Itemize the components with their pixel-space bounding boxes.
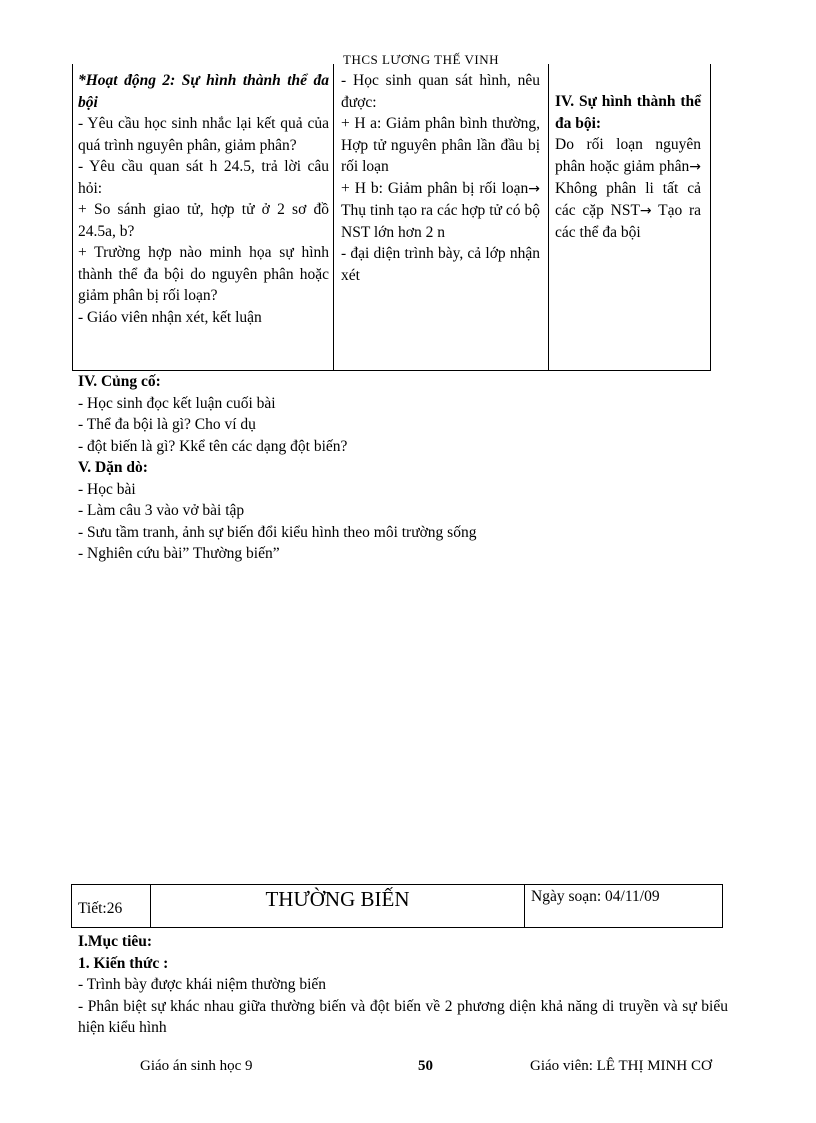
student-line: - Học sinh quan sát hình, nêu được:: [341, 72, 540, 111]
footer-left: Giáo án sinh học 9: [140, 1058, 253, 1074]
lesson-period: Tiết:26: [78, 900, 123, 917]
objectives-section: [78, 931, 728, 1039]
section-title: I.Mục tiêu:: [78, 933, 153, 950]
section-title: IV. Củng cố:: [78, 373, 161, 390]
teacher-line: - Giáo viên nhận xét, kết luận: [78, 308, 262, 326]
student-line: - đại diện trình bày, cả lớp nhận xét: [341, 245, 540, 284]
activity-title: *Hoạt động 2: Sự hình thành thể đa bội: [78, 72, 329, 111]
arrow-icon: →: [689, 158, 701, 175]
list-item: - Trình bày được khái niệm thường biến: [78, 976, 327, 993]
student-line: [341, 178, 540, 244]
activity-table: [72, 64, 711, 371]
section-title: V. Dặn dò:: [78, 459, 148, 476]
teacher-line: - Yêu cầu học sinh nhắc lại kết quả của quá trình nguyên phân, giảm phân?: [78, 115, 329, 154]
lesson-date: Ngày soạn: 04/11/09: [531, 888, 660, 905]
content-text-part: Do rối loạn nguyên phân hoặc giảm phân: [555, 136, 701, 175]
student-line-part: + H b: Giảm phân bị rối loạn: [341, 179, 529, 197]
list-item: - Học sinh đọc kết luận cuối bài: [78, 394, 276, 412]
school-header: THCS LƯƠNG THẾ VINH: [343, 52, 499, 67]
arrow-icon: →: [528, 180, 540, 197]
teacher-activity-cell: [78, 70, 329, 328]
lesson-title: THƯỜNG BIẾN: [265, 887, 410, 911]
list-item: - Thể đa bội là gì? Cho ví dụ: [78, 416, 256, 433]
student-activity-cell: [341, 70, 540, 286]
footer-right: Giáo viên: LÊ THỊ MINH CƠ: [530, 1058, 712, 1074]
content-text-part: Tạo ra các thể đa bội: [555, 201, 701, 241]
content-text: [555, 134, 701, 244]
list-item: - Sưu tầm tranh, ảnh sự biến đổi kiểu hình theo môi trường sống: [78, 523, 477, 541]
column-divider: [524, 885, 525, 927]
consolidation-section: [78, 371, 476, 565]
column-divider: [333, 64, 334, 370]
arrow-icon: →: [639, 202, 652, 219]
student-line-part: Thụ tinh tạo ra các hợp tử có bộ NST lớn hơn 2 n: [341, 202, 540, 241]
list-item: - Làm câu 3 vào vở bài tập: [78, 502, 245, 519]
column-divider: [548, 64, 549, 370]
student-line: + H a: Giảm phân bình thường, Hợp tử nguyên phân lần đầu bị rối loạn: [341, 115, 540, 175]
teacher-line: - Yêu cầu quan sát h 24.5, trả lời câu hỏi:: [78, 158, 329, 197]
content-text-part: Không phân li tất cả các cặp NST: [555, 180, 701, 219]
section-subtitle: 1. Kiến thức :: [78, 954, 169, 972]
list-item: - Học bài: [78, 480, 136, 498]
teacher-line: + Trường hợp nào minh họa sự hình thành thể đa bội do nguyên phân hoặc giảm phân bị rối loạn?: [78, 244, 329, 304]
list-item: - Nghiên cứu bài” Thường biến”: [78, 545, 280, 562]
list-item: - Phân biệt sự khác nhau giữa thường biến và đột biến về 2 phương diện khả năng di truyền và sự biểu hiện kiểu hình: [78, 997, 728, 1036]
lesson-header-box: [71, 884, 723, 928]
teacher-line: + So sánh giao tử, hợp tử ở 2 sơ đồ 24.5a, b?: [78, 201, 329, 240]
content-title: IV. Sự hình thành thể đa bội:: [555, 93, 701, 132]
page-number: 50: [418, 1058, 433, 1074]
content-cell: [555, 91, 701, 244]
list-item: - đột biến là gì? Kkể tên các dạng đột biến?: [78, 437, 348, 455]
